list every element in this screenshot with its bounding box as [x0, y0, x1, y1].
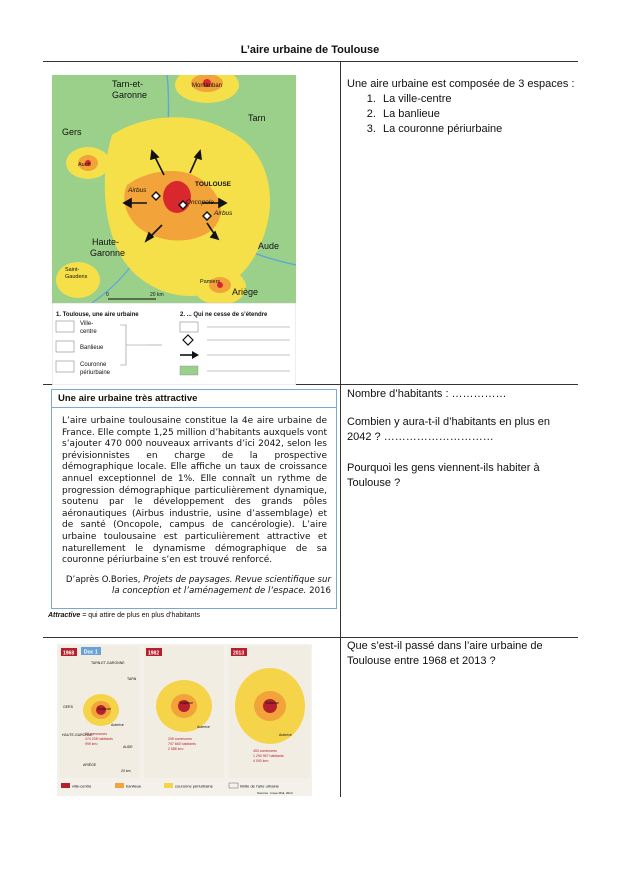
list-item: 2. La banlieue — [379, 107, 575, 122]
map-2013 — [229, 646, 310, 778]
question-why: Pourquoi les gens viennent-ils habiter à Toulouse ? — [347, 462, 540, 489]
svg-text:Tarn: Tarn — [248, 113, 266, 123]
doc-body: L’aire urbaine toulousaine constitue la 4e aire urbaine de France. Elle compte 1,25 million d’habitants auxquels vont s’ajouter 470 000 nouveaux arrivants d’ici 2042, selon les prévisionnistes en charge de la prospective démographique locale. Elle affiche un taux de croissance annuel exceptionnel de 1%. Elle connaît un rythme de progression démographique particulièrement dynamique, soutenu par le développement des grands pôles aéronautiques (Airbus industrie, usine d’assemblage) et de santé (Oncopole, campus de cancérologie). L’aire urbaine toulousaine est particulièrement attractive et naturellement le dynamisme démographique de sa couronne périurbaine s’en est trouvé renforcé. — [62, 416, 327, 566]
svg-text:474 208 habitants: 474 208 habitants — [85, 737, 113, 741]
svg-text:Toulouse: Toulouse — [97, 707, 112, 711]
svg-text:Garonne: Garonne — [90, 248, 126, 258]
svg-text:Oncopole: Oncopole — [186, 199, 214, 206]
svg-text:4 000 km²: 4 000 km² — [253, 759, 269, 763]
svg-text:ville-centre: ville-centre — [72, 783, 92, 789]
svg-text:TOULOUSE: TOULOUSE — [195, 181, 231, 188]
svg-text:1 290 957 habitants: 1 290 957 habitants — [253, 754, 284, 758]
svg-text:Airbus: Airbus — [128, 187, 147, 194]
svg-text:Sources : Insee Midi, 2013: Sources : Insee Midi, 2013 — [257, 791, 293, 795]
map-label: Tarn-et- — [112, 79, 144, 89]
svg-text:Banlieue: Banlieue — [80, 345, 104, 351]
toulouse-urban-area-map — [52, 75, 296, 385]
svg-text:Toulouse: Toulouse — [265, 701, 280, 705]
composition-intro: Une aire urbaine est composée de 3 espaces : — [347, 78, 575, 90]
svg-text:centre: centre — [80, 329, 97, 335]
svg-text:Aude: Aude — [258, 241, 280, 251]
svg-text:Doc 1: Doc 1 — [84, 649, 98, 656]
composition-list — [347, 92, 575, 137]
svg-text:TARN: TARN — [127, 677, 137, 681]
svg-text:Pamiers: Pamiers — [200, 279, 221, 285]
svg-text:2 588 km²: 2 588 km² — [168, 747, 184, 751]
column-divider — [340, 61, 341, 797]
svg-text:205 communes: 205 communes — [168, 737, 192, 741]
svg-text:HAUTE-GARONNE: HAUTE-GARONNE — [62, 733, 93, 737]
svg-text:ARIÈGE: ARIÈGE — [83, 763, 97, 767]
svg-text:Haute-: Haute- — [92, 237, 120, 247]
svg-text:453 communes: 453 communes — [253, 749, 277, 753]
svg-text:Auch: Auch — [78, 162, 91, 168]
svg-text:AUDE: AUDE — [123, 745, 133, 749]
svg-text:périurbaine: périurbaine — [80, 370, 111, 376]
question-more-inhabitants: Combien y aura-t-il d’habitants en plus en 2042 ? ………………………… — [347, 416, 551, 443]
svg-text:86 communes: 86 communes — [85, 732, 107, 736]
svg-text:0: 0 — [106, 292, 109, 298]
definition-note: Attractive = qui attire de plus en plus d’habitants — [48, 612, 200, 619]
svg-text:Saint-: Saint- — [65, 267, 80, 273]
svg-text:20 km: 20 km — [150, 292, 164, 298]
svg-text:Airbus: Airbus — [214, 210, 233, 217]
ville-centre-zone — [163, 181, 191, 213]
svg-text:2013: 2013 — [233, 650, 245, 657]
svg-text:1. Toulouse, une aire urbaine: 1. Toulouse, une aire urbaine — [56, 312, 139, 318]
table-top-border — [43, 61, 578, 62]
svg-text:1982: 1982 — [148, 650, 160, 657]
svg-text:Gers: Gers — [62, 127, 82, 137]
svg-text:Montauban: Montauban — [192, 83, 223, 89]
svg-text:1968: 1968 — [63, 650, 75, 657]
svg-text:Couronne: Couronne — [80, 362, 107, 368]
svg-text:Auterive: Auterive — [279, 733, 292, 737]
svg-text:Gaudens: Gaudens — [65, 274, 88, 280]
map-1982 — [144, 646, 224, 778]
svg-text:Toulouse: Toulouse — [179, 701, 194, 705]
doc-heading: Une aire urbaine très attractive — [52, 390, 336, 408]
list-item: 1. La ville-centre — [379, 92, 575, 107]
urban-area-evolution-maps — [57, 644, 312, 796]
svg-text:banlieue: banlieue — [126, 783, 142, 789]
attractive-urban-area-doc — [51, 389, 337, 609]
svg-text:limite de l’aire urbaine: limite de l’aire urbaine — [240, 783, 279, 789]
map-1968 — [59, 646, 139, 778]
svg-text:707 660 habitants: 707 660 habitants — [168, 742, 196, 746]
svg-text:999 km²: 999 km² — [85, 742, 98, 746]
svg-text:2. ... Qui ne cesse de s’étend: 2. ... Qui ne cesse de s’étendre — [180, 312, 268, 318]
svg-text:couronne périurbaine: couronne périurbaine — [175, 783, 213, 789]
svg-text:Ariège: Ariège — [232, 287, 259, 297]
list-item: 3. La couronne périurbaine — [379, 122, 575, 137]
svg-text:Auterive: Auterive — [111, 723, 124, 727]
question-evolution: Que s’est-il passé dans l’aire urbaine de Toulouse entre 1968 et 2013 ? — [347, 640, 543, 667]
question-inhabitants: Nombre d’habitants : …………… — [347, 388, 507, 400]
svg-text:GERS: GERS — [63, 705, 73, 709]
svg-text:Garonne: Garonne — [112, 90, 148, 100]
question-composition — [347, 77, 575, 137]
row-divider-2 — [43, 637, 578, 638]
svg-text:Auterive: Auterive — [197, 725, 210, 729]
svg-text:TARN-ET-GARONNE: TARN-ET-GARONNE — [91, 661, 125, 665]
svg-text:Ville-: Ville- — [80, 321, 94, 327]
page-title: L’aire urbaine de Toulouse — [240, 44, 380, 56]
doc-source: D’après O.Bories, Projets de paysages. Revue scientifique sur la conception et l’aménagement de l’espace. 2016 — [65, 574, 331, 597]
svg-text:20 km: 20 km — [121, 769, 131, 773]
